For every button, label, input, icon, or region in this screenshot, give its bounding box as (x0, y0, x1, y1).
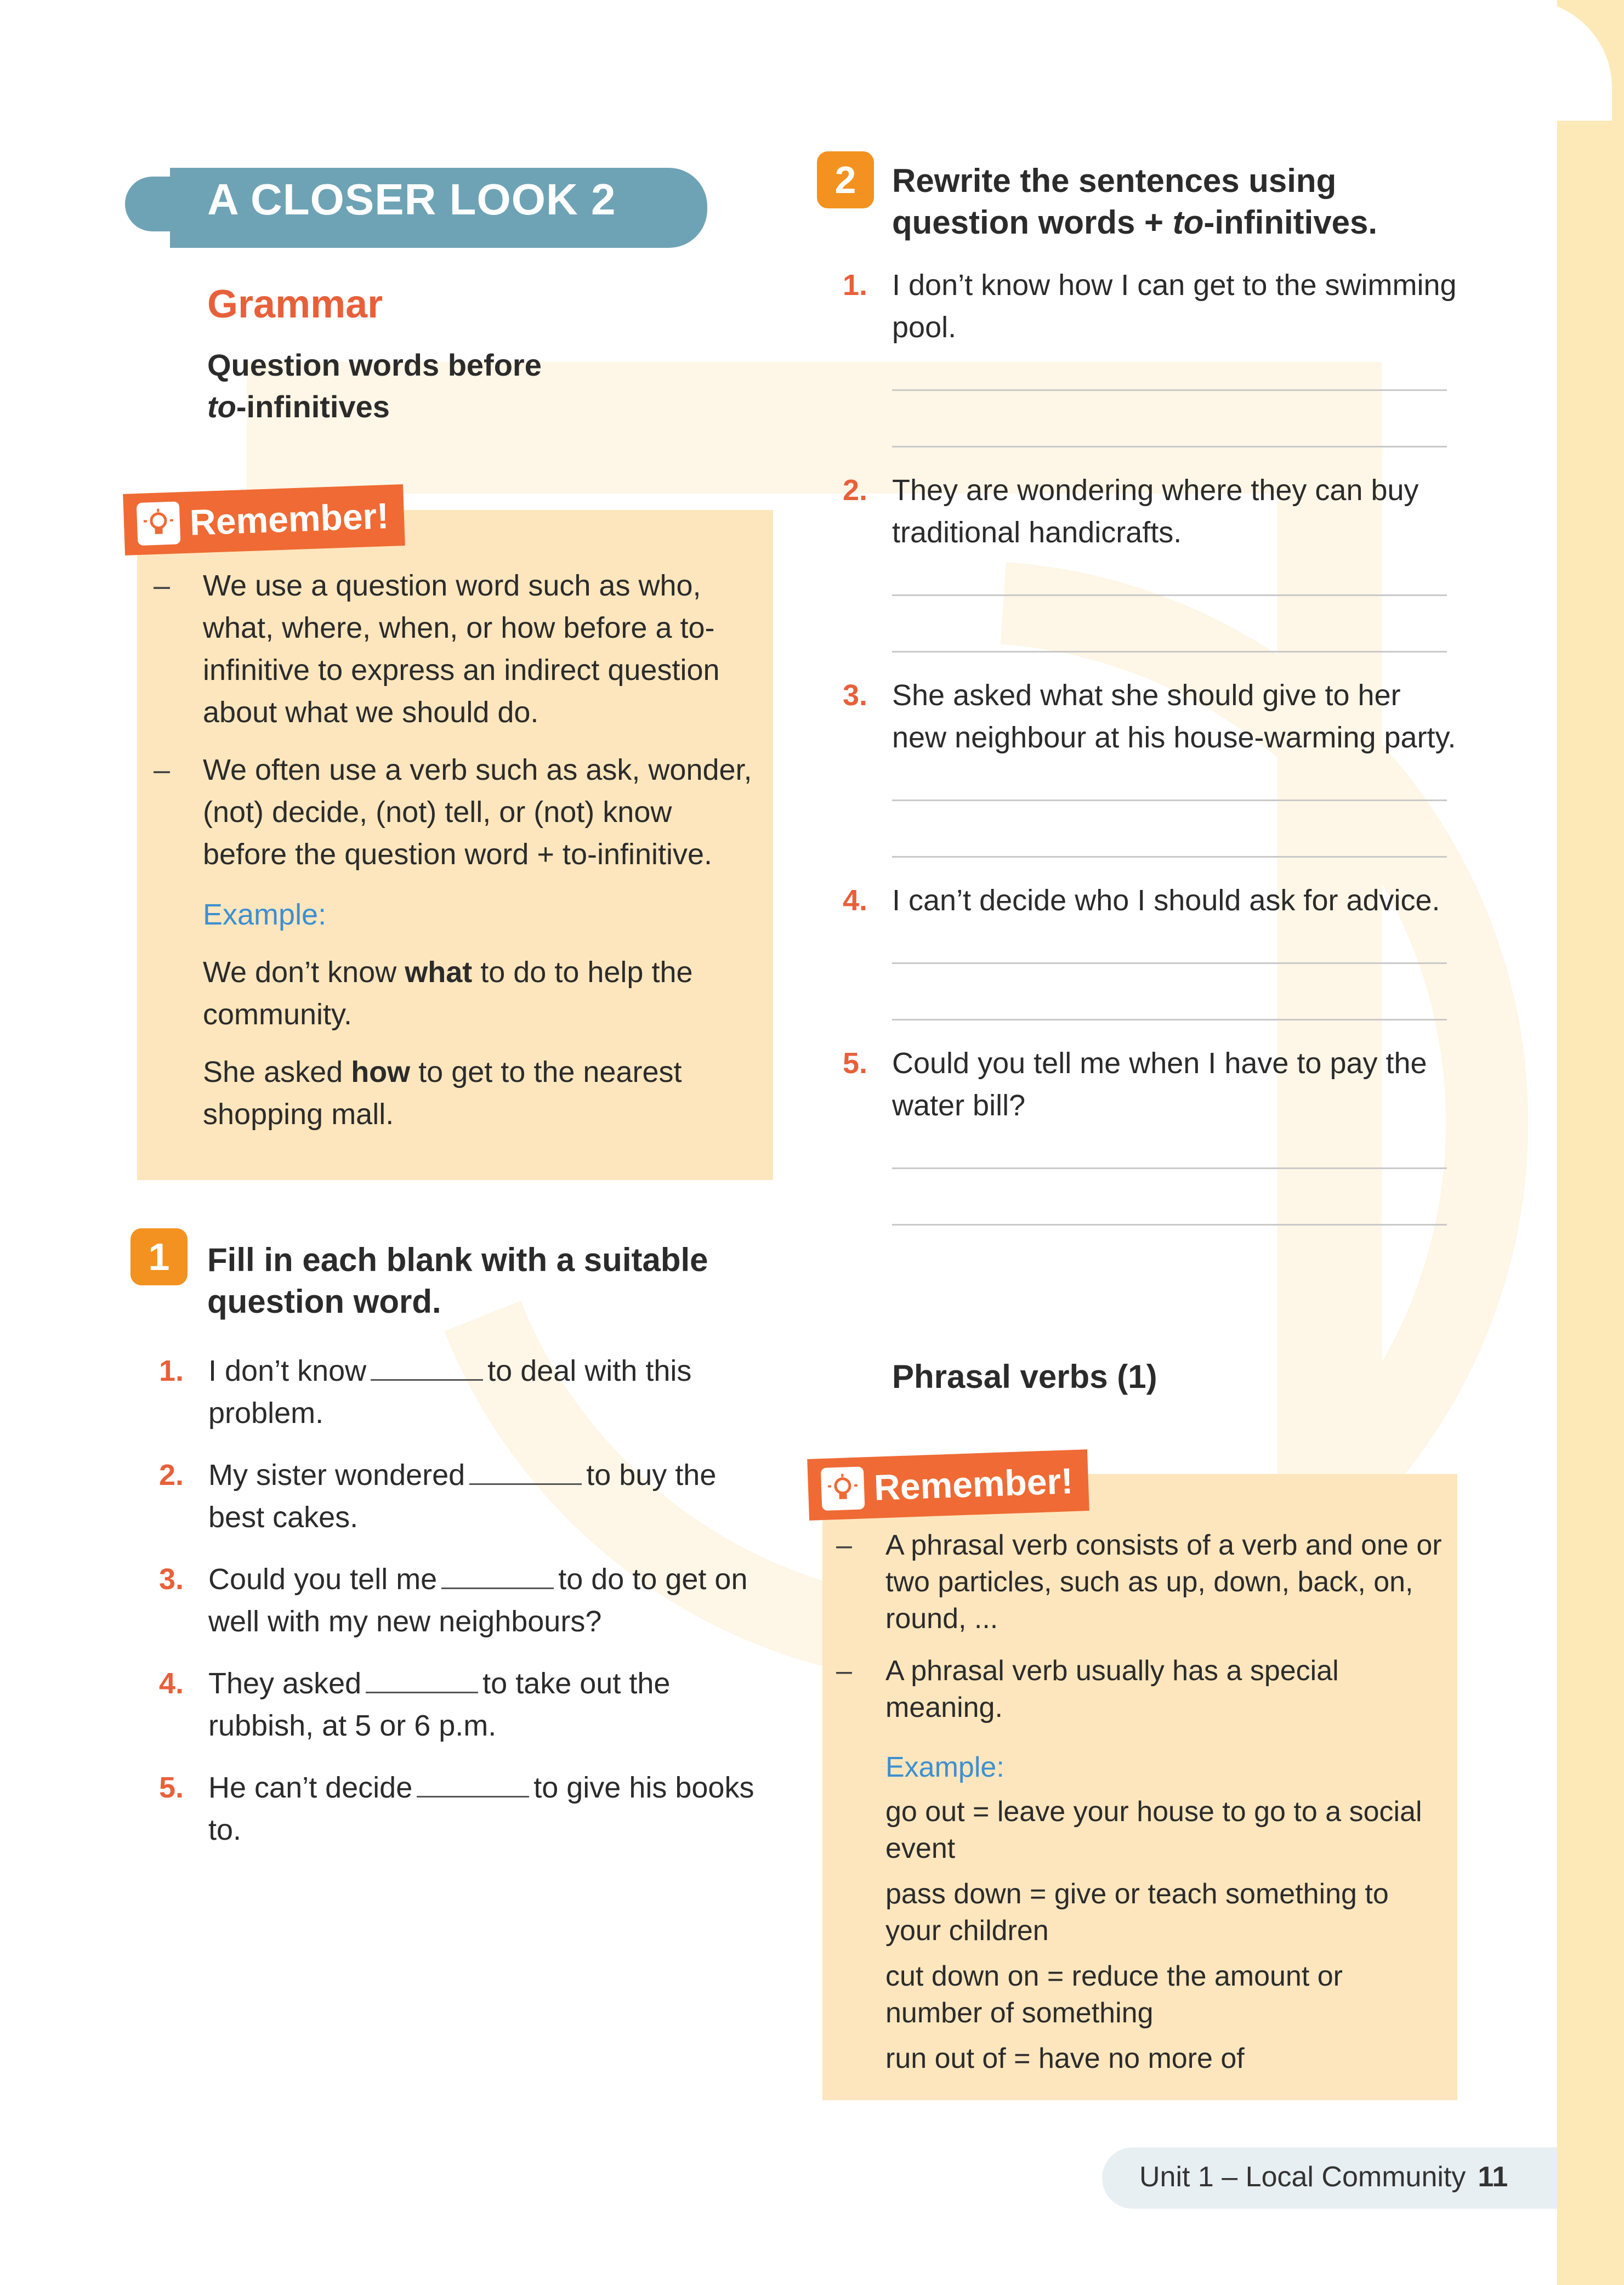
answer-line[interactable] (892, 594, 1447, 596)
answer-line[interactable] (892, 1224, 1447, 1226)
answer-line[interactable] (892, 856, 1447, 858)
answer-line[interactable] (892, 1019, 1447, 1020)
rule-item: – We often use a verb such as ask, wonder, (not) decide, (not) tell, or (not) know before the question word + to-infinitive. (154, 749, 757, 876)
lightbulb-icon (821, 1466, 865, 1511)
answer-blank[interactable] (441, 1560, 554, 1589)
grammar-heading: Grammar (207, 282, 383, 326)
page-title: A CLOSER LOOK 2 (207, 175, 616, 224)
grammar-subheading: Question words before to-infinitives (207, 348, 542, 424)
lightbulb-icon (137, 501, 181, 546)
answer-line[interactable] (892, 800, 1447, 801)
remember-label: Remember! (873, 1460, 1074, 1508)
exercise-2-item: 1. I don’t know how I can get to the swimming pool. (843, 264, 1462, 447)
rule-item: – A phrasal verb consists of a verb and one or two particles, such as up, down, back, on, round, ... (836, 1527, 1445, 1637)
grammar-examples (203, 894, 751, 1151)
remember-tag-phrasal (807, 1449, 1089, 1521)
exercise-2-badge: 2 (817, 151, 874, 208)
exercise-1-instruction: Fill in each blank with a suitable question word. (207, 1241, 708, 1320)
unit-title: Unit 1 – Local Community (1139, 2161, 1466, 2193)
grammar-rules (154, 565, 757, 891)
exercise-2-instruction: Rewrite the sentences using question words + to-infinitives. (892, 162, 1378, 241)
exercise-1-badge: 1 (130, 1228, 188, 1285)
answer-line[interactable] (892, 446, 1447, 447)
remember-label: Remember! (189, 495, 390, 543)
answer-blank[interactable] (417, 1768, 529, 1798)
example-definition: go out = leave your house to go to a social event (885, 1796, 1422, 1864)
exercise-1-item: 3. Could you tell me to do to get on well with my new neighbours? (159, 1558, 768, 1643)
page-number: 11 (1478, 2161, 1508, 2193)
exercise-1-item: 5. He can’t decide to give his books to. (159, 1767, 768, 1851)
exercise-2-item: 4. I can’t decide who I should ask for advice. (843, 880, 1462, 1020)
phrasal-rules (836, 1527, 1445, 1742)
answer-line[interactable] (892, 651, 1447, 653)
example-label: Example: (203, 898, 327, 931)
answer-line[interactable] (892, 1167, 1447, 1169)
page-footer (1139, 2161, 1508, 2193)
exercise-1-item: 4. They asked to take out the rubbish, at 5 or 6 p.m. (159, 1663, 768, 1747)
exercise-1-item: 1. I don’t know to deal with this problem. (159, 1350, 768, 1434)
example-sentence: We don’t know what to do to help the community. (203, 956, 693, 1031)
example-definition: pass down = give or teach something to your children (885, 1878, 1389, 1947)
answer-line[interactable] (892, 962, 1447, 964)
exercise-2-item: 2. They are wondering where they can buy traditional handicrafts. (843, 469, 1462, 653)
phrasal-examples (885, 1749, 1445, 2086)
exercise-1-item: 2. My sister wondered to buy the best cakes. (159, 1454, 768, 1539)
example-sentence: She asked how to get to the nearest shopping mall. (203, 1056, 682, 1131)
rule-item: – A phrasal verb usually has a special meaning. (836, 1653, 1445, 1726)
example-definition: cut down on = reduce the amount or number of something (885, 1960, 1343, 2029)
answer-blank[interactable] (371, 1352, 483, 1381)
answer-blank[interactable] (469, 1456, 582, 1485)
rule-item: – We use a question word such as who, what, where, when, or how before a to-infinitive to express an indirect question about what we should do. (154, 565, 757, 734)
example-definition: run out of = have no more of (885, 2043, 1245, 2074)
exercise-2-item: 3. She asked what she should give to her new neighbour at his house-warming party. (843, 674, 1462, 858)
answer-line[interactable] (892, 389, 1447, 391)
remember-tag-grammar (123, 484, 405, 555)
phrasal-verbs-heading: Phrasal verbs (1) (892, 1358, 1157, 1395)
exercise-1-list (159, 1350, 768, 1851)
answer-blank[interactable] (366, 1664, 478, 1693)
exercise-2-item: 5. Could you tell me when I have to pay the water bill? (843, 1042, 1462, 1226)
exercise-2-list (843, 264, 1462, 1226)
example-label: Example: (885, 1751, 1004, 1783)
